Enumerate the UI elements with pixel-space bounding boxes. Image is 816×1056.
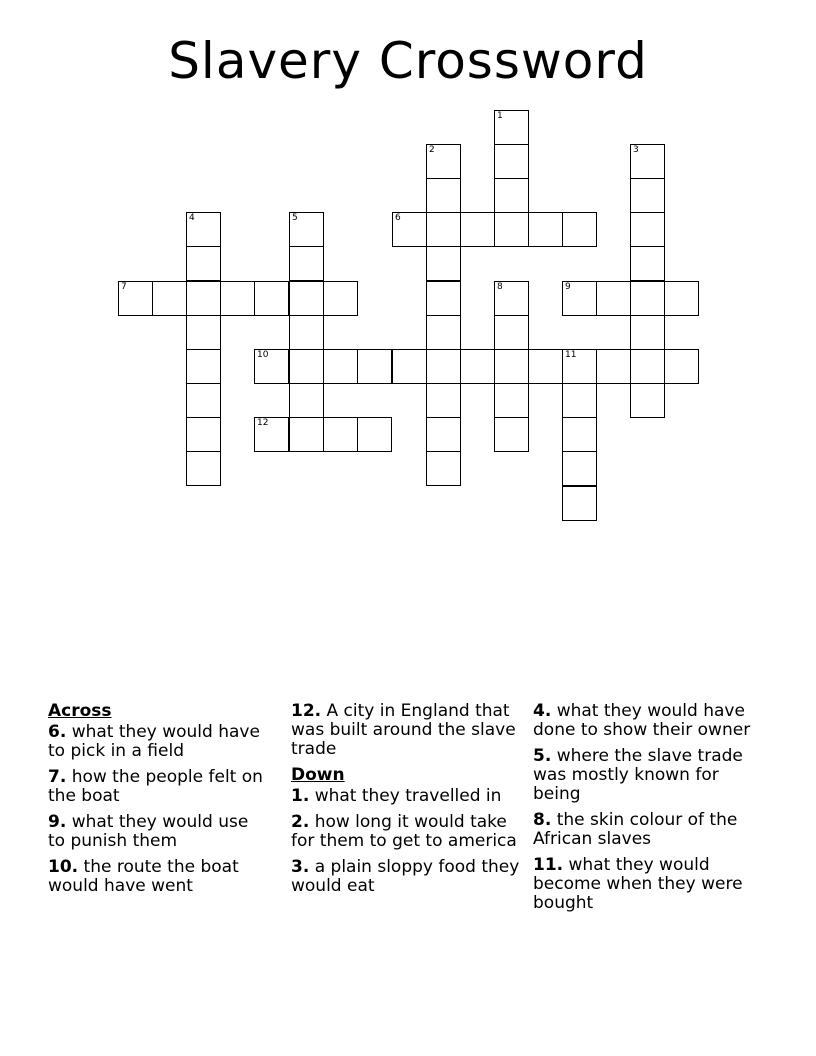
clue-across-12 [291, 702, 527, 759]
cell-number: 10 [257, 350, 269, 360]
clue-number: 5. [533, 746, 552, 766]
crossword-cell[interactable] [323, 417, 358, 452]
cell-number: 11 [565, 350, 577, 360]
clue-text: what they would have to pick in a field [48, 722, 260, 761]
down-header: Down [291, 765, 345, 785]
crossword-cell[interactable] [596, 281, 631, 316]
clue-text: the route the boat would have went [48, 857, 239, 896]
clue-across-10 [48, 858, 270, 896]
crossword-cell[interactable] [562, 486, 597, 521]
crossword-cell[interactable] [426, 451, 461, 486]
clue-text: what they would use to punish them [48, 812, 249, 851]
crossword-cell[interactable] [289, 281, 324, 316]
cell-number: 1 [497, 111, 503, 121]
crossword-cell[interactable] [494, 110, 529, 145]
clue-text: a plain sloppy food they would eat [291, 857, 520, 896]
crossword-cell[interactable] [392, 212, 427, 247]
crossword-cell[interactable] [528, 349, 563, 384]
crossword-cell[interactable] [630, 246, 665, 281]
clue-number: 10. [48, 857, 79, 877]
clue-text: how long it would take for them to get to america [291, 812, 517, 851]
clue-across-6 [48, 723, 270, 761]
crossword-cell[interactable] [460, 212, 495, 247]
cell-number: 5 [292, 213, 298, 223]
clue-text: where the slave trade was mostly known for being [533, 746, 743, 804]
crossword-cell[interactable] [664, 349, 699, 384]
crossword-cell[interactable] [630, 281, 665, 316]
crossword-cell[interactable] [494, 281, 529, 316]
crossword-cell[interactable] [254, 281, 289, 316]
clues-column-2 [291, 702, 527, 903]
clue-down-1 [291, 787, 527, 806]
crossword-cell[interactable] [426, 144, 461, 179]
crossword-cell[interactable] [562, 383, 597, 418]
crossword-cell[interactable] [426, 417, 461, 452]
cell-number: 8 [497, 282, 503, 292]
clue-down-3 [291, 858, 527, 896]
crossword-cell[interactable] [494, 349, 529, 384]
crossword-cell[interactable] [630, 349, 665, 384]
cell-number: 2 [429, 145, 435, 155]
crossword-cell[interactable] [186, 315, 221, 350]
crossword-cell[interactable] [289, 383, 324, 418]
crossword-cell[interactable] [289, 417, 324, 452]
crossword-cell[interactable] [289, 315, 324, 350]
crossword-cell[interactable] [357, 349, 392, 384]
cell-number: 7 [121, 282, 127, 292]
crossword-cell[interactable] [630, 144, 665, 179]
crossword-cell[interactable] [186, 246, 221, 281]
crossword-cell[interactable] [118, 281, 153, 316]
crossword-cell[interactable] [494, 315, 529, 350]
crossword-cell[interactable] [254, 349, 289, 384]
crossword-cell[interactable] [630, 178, 665, 213]
cell-number: 4 [189, 213, 195, 223]
crossword-cell[interactable] [289, 246, 324, 281]
crossword-cell[interactable] [630, 383, 665, 418]
clue-across-9 [48, 813, 270, 851]
cell-number: 6 [395, 213, 401, 223]
clues-column-1 [48, 702, 270, 903]
crossword-cell[interactable] [392, 349, 427, 384]
crossword-cell[interactable] [152, 281, 187, 316]
clue-down-11 [533, 856, 759, 913]
clue-across-7 [48, 768, 270, 806]
clue-number: 11. [533, 855, 564, 875]
clue-number: 4. [533, 701, 552, 721]
clue-down-4 [533, 702, 759, 740]
clue-number: 1. [291, 786, 310, 806]
crossword-cell[interactable] [562, 451, 597, 486]
crossword-cell[interactable] [494, 383, 529, 418]
crossword-cell[interactable] [426, 349, 461, 384]
cell-number: 12 [257, 418, 269, 428]
page-title: Slavery Crossword [168, 32, 648, 90]
crossword-cell[interactable] [186, 451, 221, 486]
crossword-cell[interactable] [562, 417, 597, 452]
crossword-cell[interactable] [289, 349, 324, 384]
crossword-cell[interactable] [254, 417, 289, 452]
cell-number: 9 [565, 282, 571, 292]
crossword-cell[interactable] [426, 383, 461, 418]
clue-text: how the people felt on the boat [48, 767, 263, 806]
crossword-cell[interactable] [426, 315, 461, 350]
crossword-cell[interactable] [562, 281, 597, 316]
clue-text: what they would become when they were bought [533, 855, 743, 913]
crossword-cell[interactable] [186, 417, 221, 452]
crossword-cell[interactable] [323, 349, 358, 384]
clue-number: 7. [48, 767, 67, 787]
crossword-cell[interactable] [186, 349, 221, 384]
cell-number: 3 [633, 145, 639, 155]
clue-number: 2. [291, 812, 310, 832]
crossword-cell[interactable] [494, 144, 529, 179]
clue-text: what they would have done to show their owner [533, 701, 751, 740]
clue-down-8 [533, 811, 759, 849]
clues-column-3 [533, 702, 759, 920]
clue-text: the skin colour of the African slaves [533, 810, 738, 849]
clue-down-2 [291, 813, 527, 851]
crossword-cell[interactable] [186, 281, 221, 316]
clue-number: 9. [48, 812, 67, 832]
crossword-cell[interactable] [494, 417, 529, 452]
clue-number: 12. [291, 701, 322, 721]
crossword-cell[interactable] [323, 281, 358, 316]
clue-down-5 [533, 747, 759, 804]
crossword-cell[interactable] [664, 281, 699, 316]
clue-text: what they travelled in [309, 786, 502, 806]
crossword-cell[interactable] [562, 349, 597, 384]
crossword-cell[interactable] [460, 349, 495, 384]
crossword-cell[interactable] [426, 246, 461, 281]
crossword-cell[interactable] [562, 212, 597, 247]
crossword-cell[interactable] [426, 178, 461, 213]
crossword-cell[interactable] [494, 212, 529, 247]
across-header: Across [48, 701, 112, 721]
crossword-cell[interactable] [186, 212, 221, 247]
crossword-cell[interactable] [289, 212, 324, 247]
clue-number: 3. [291, 857, 310, 877]
crossword-cell[interactable] [426, 212, 461, 247]
clue-number: 8. [533, 810, 552, 830]
crossword-cell[interactable] [630, 315, 665, 350]
crossword-cell[interactable] [426, 281, 461, 316]
crossword-cell[interactable] [596, 349, 631, 384]
crossword-cell[interactable] [186, 383, 221, 418]
crossword-cell[interactable] [528, 212, 563, 247]
crossword-cell[interactable] [220, 281, 255, 316]
clue-text: A city in England that was built around the slave trade [291, 701, 516, 759]
clue-number: 6. [48, 722, 67, 742]
crossword-cell[interactable] [630, 212, 665, 247]
crossword-cell[interactable] [494, 178, 529, 213]
crossword-cell[interactable] [357, 417, 392, 452]
